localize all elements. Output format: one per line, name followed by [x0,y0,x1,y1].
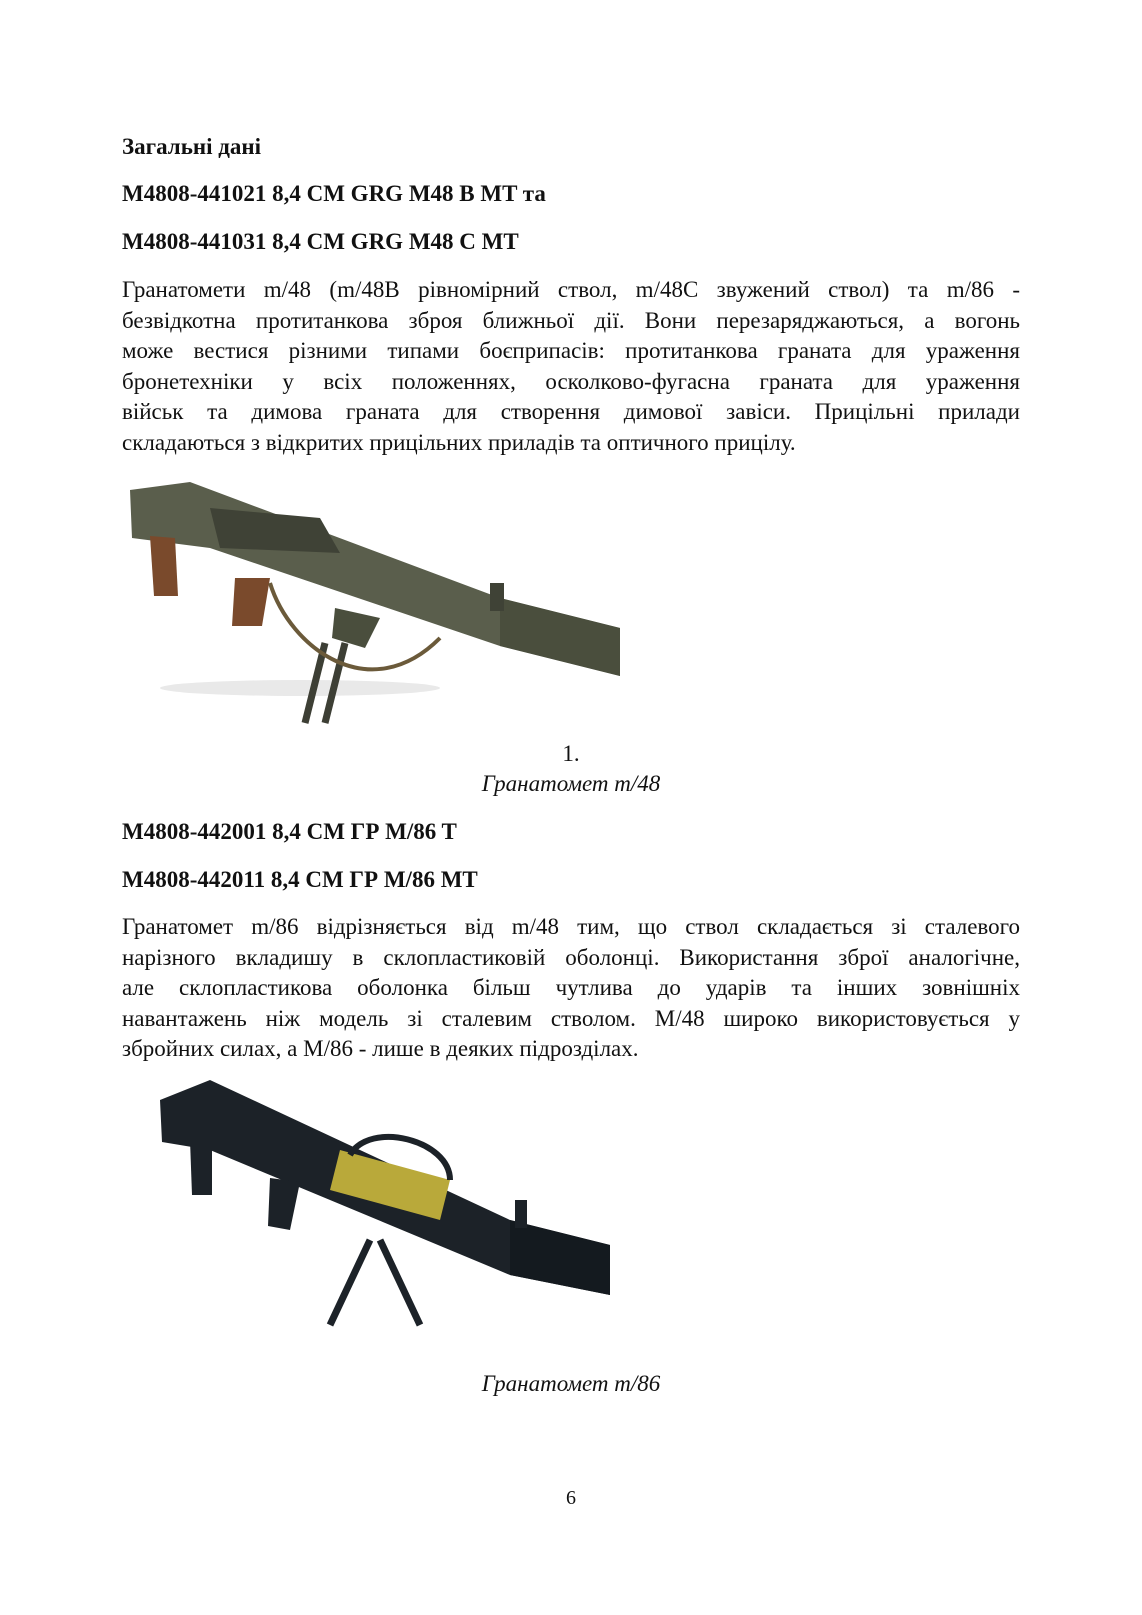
paragraph-line: військ та димова граната для створення димової завіси. Прицільні прилади [122,399,1020,424]
code-heading-m86t: M4808-442001 8,4 CM ГР M/86 T [122,819,457,844]
paragraph-line: Гранатомет m/86 відрізняється від m/48 тим, що ствол складається зі сталевого [122,914,1020,939]
m48-shoulder-rest [332,608,380,648]
code-heading-m48c: M4808-441031 8,4 CM GRG M48 C MT [122,229,519,254]
m48-rear-grip [232,578,270,626]
figure-1-caption: Гранатомет m/48 [481,771,661,796]
m86-front-sight [515,1200,527,1228]
paragraph-line: але склопластикова оболонка більш чутлива до ударів та інших зовнішніх [122,975,1020,1000]
m48-front-sight [490,583,504,611]
paragraph-m86-description [122,912,1020,1065]
paragraph-line: збройних силах, а M/86 - лише в деяких підрозділах. [122,1036,639,1061]
m48-front-grip [150,536,178,596]
paragraph-line: складаються з відкритих прицільних приладів та оптичного прицілу. [122,429,796,455]
m86-bipod-leg [330,1240,370,1325]
ground-shadow [160,680,440,696]
page-number: 6 [566,1487,576,1509]
paragraph-line: Гранатомети m/48 (m/48B рівномірний ствол, m/48C звужений ствол) та m/86 - [122,277,1020,302]
m86-front-grip [190,1140,212,1195]
paragraph-line: бронетехніки у всіх положеннях, осколково-фугасна граната для ураження [122,368,1020,394]
paragraph-line: навантажень ніж модель зі сталевим стволом. M/48 широко використовується у [122,1005,1020,1031]
paragraph-line: безвідкотна протитанкова зброя ближньої дії. Вони перезаряджаються, а вогонь [122,307,1020,333]
paragraph-line: може вестися різними типами боєприпасів: протитанкова граната для ураження [122,338,1020,363]
m86-launcher-image [150,1070,630,1350]
m48-launcher-image [120,478,640,738]
m86-bipod-leg [380,1240,420,1325]
section-title: Загальні дані [122,134,262,159]
paragraph-m48-description [122,275,1020,458]
paragraph-line: нарізного вкладишу в склопластиковій оболонці. Використання зброї аналогічне, [122,944,1020,970]
code-heading-m86mt: M4808-442011 8,4 CM ГР M/86 MT [122,867,478,892]
m48-sight-mount [210,508,340,553]
m48-venturi [500,598,620,676]
figure-1-number: 1. [562,741,580,766]
m86-venturi [510,1220,610,1295]
m86-rear-grip [268,1178,300,1230]
code-heading-m48b: M4808-441021 8,4 CM GRG M48 B MT та [122,181,546,206]
figure-2-caption: Гранатомет m/86 [481,1371,661,1396]
